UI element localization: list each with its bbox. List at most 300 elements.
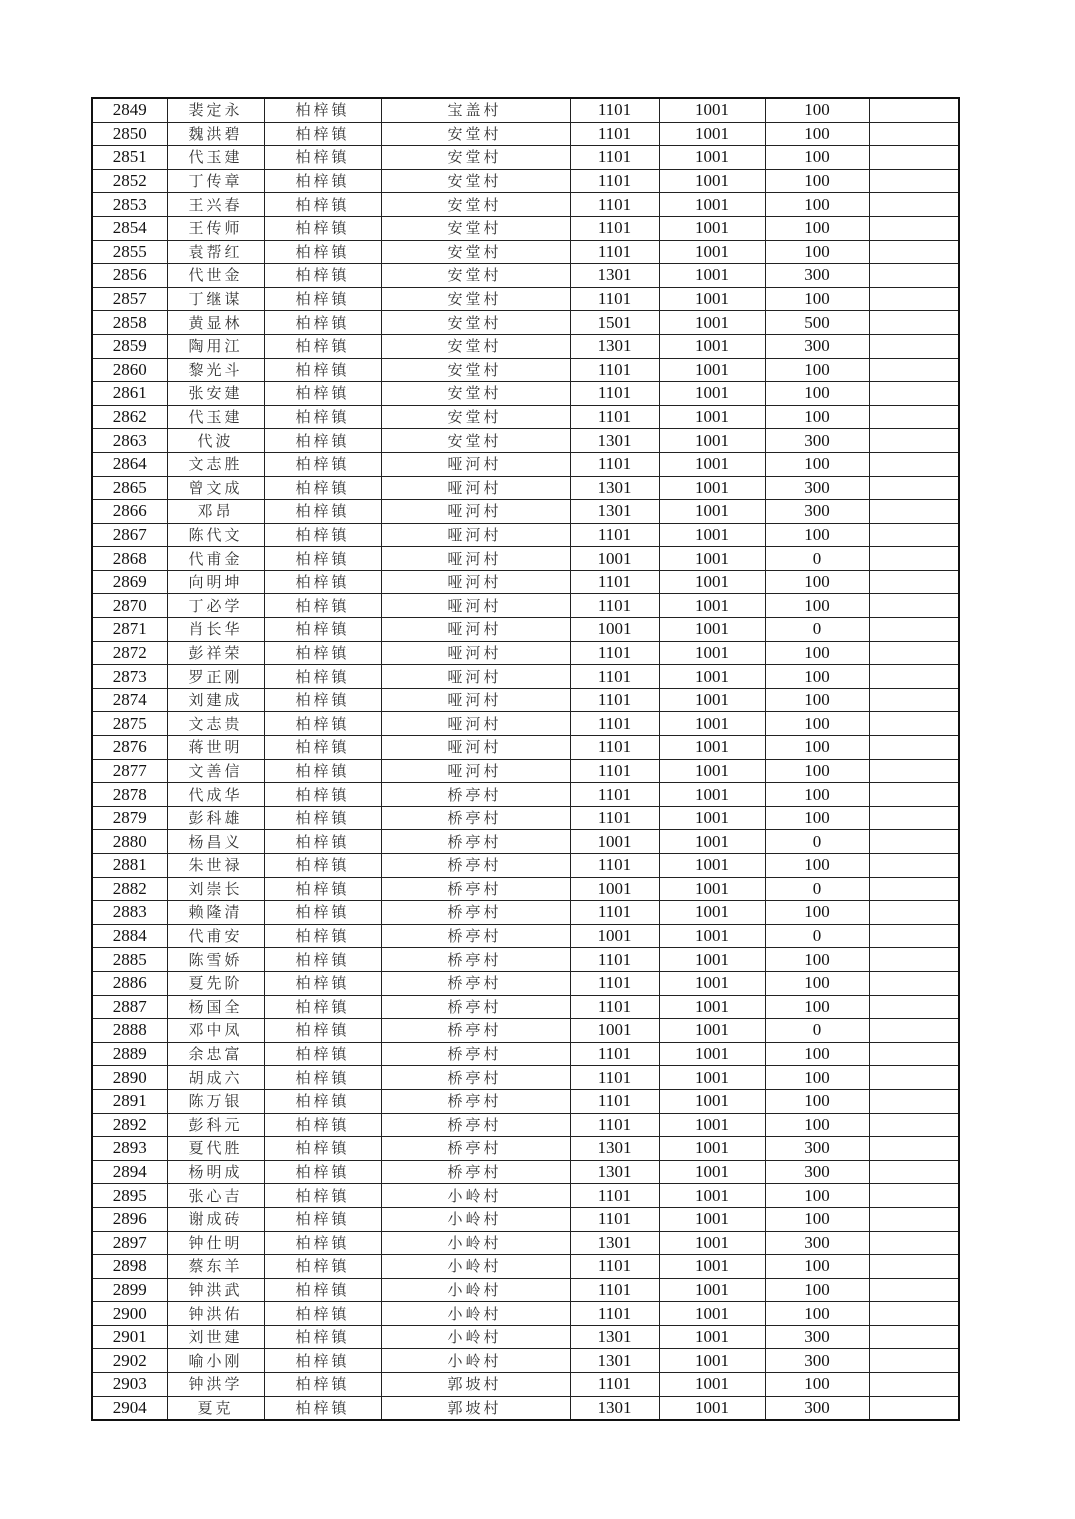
code-a-cell: 1001 xyxy=(570,830,659,854)
code-a-cell: 1301 xyxy=(570,429,659,453)
amount-cell: 100 xyxy=(765,1066,869,1090)
table-row xyxy=(92,358,959,382)
row-number-cell: 2885 xyxy=(92,948,167,972)
village-cell: 桥亭村 xyxy=(381,995,570,1019)
amount-cell: 100 xyxy=(765,665,869,689)
town-cell: 柏梓镇 xyxy=(264,1396,381,1420)
town-cell: 柏梓镇 xyxy=(264,547,381,571)
table-row xyxy=(92,382,959,406)
code-b-cell: 1001 xyxy=(659,1349,765,1373)
table-row xyxy=(92,523,959,547)
village-cell: 宝盖村 xyxy=(381,98,570,122)
row-number-cell: 2891 xyxy=(92,1089,167,1113)
table-body xyxy=(92,98,959,1420)
town-cell: 柏梓镇 xyxy=(264,830,381,854)
amount-cell: 100 xyxy=(765,1113,869,1137)
amount-cell: 100 xyxy=(765,712,869,736)
table-row xyxy=(92,665,959,689)
table-row xyxy=(92,429,959,453)
remark-cell xyxy=(869,971,959,995)
town-cell: 柏梓镇 xyxy=(264,1089,381,1113)
town-cell: 柏梓镇 xyxy=(264,216,381,240)
amount-cell: 300 xyxy=(765,264,869,288)
amount-cell: 100 xyxy=(765,736,869,760)
row-number-cell: 2893 xyxy=(92,1137,167,1161)
name-cell: 蔡东羊 xyxy=(167,1255,264,1279)
remark-cell xyxy=(869,122,959,146)
village-cell: 郭坡村 xyxy=(381,1396,570,1420)
amount-cell: 0 xyxy=(765,547,869,571)
remark-cell xyxy=(869,830,959,854)
amount-cell: 100 xyxy=(765,1302,869,1326)
table-row xyxy=(92,1325,959,1349)
village-cell: 哑河村 xyxy=(381,618,570,642)
name-cell: 邓昂 xyxy=(167,500,264,524)
remark-cell xyxy=(869,169,959,193)
code-b-cell: 1001 xyxy=(659,1207,765,1231)
code-b-cell: 1001 xyxy=(659,216,765,240)
code-b-cell: 1001 xyxy=(659,98,765,122)
village-cell: 哑河村 xyxy=(381,688,570,712)
code-a-cell: 1101 xyxy=(570,193,659,217)
code-b-cell: 1001 xyxy=(659,1184,765,1208)
village-cell: 哑河村 xyxy=(381,570,570,594)
code-a-cell: 1101 xyxy=(570,382,659,406)
amount-cell: 100 xyxy=(765,169,869,193)
town-cell: 柏梓镇 xyxy=(264,1137,381,1161)
name-cell: 代波 xyxy=(167,429,264,453)
town-cell: 柏梓镇 xyxy=(264,641,381,665)
village-cell: 哑河村 xyxy=(381,665,570,689)
town-cell: 柏梓镇 xyxy=(264,1207,381,1231)
table-row xyxy=(92,452,959,476)
town-cell: 柏梓镇 xyxy=(264,146,381,170)
name-cell: 陶用江 xyxy=(167,334,264,358)
row-number-cell: 2868 xyxy=(92,547,167,571)
table-row xyxy=(92,901,959,925)
village-cell: 桥亭村 xyxy=(381,1089,570,1113)
row-number-cell: 2872 xyxy=(92,641,167,665)
remark-cell xyxy=(869,193,959,217)
amount-cell: 100 xyxy=(765,971,869,995)
code-a-cell: 1101 xyxy=(570,995,659,1019)
amount-cell: 100 xyxy=(765,240,869,264)
row-number-cell: 2854 xyxy=(92,216,167,240)
code-a-cell: 1101 xyxy=(570,712,659,736)
amount-cell: 100 xyxy=(765,759,869,783)
town-cell: 柏梓镇 xyxy=(264,1255,381,1279)
row-number-cell: 2883 xyxy=(92,901,167,925)
code-b-cell: 1001 xyxy=(659,452,765,476)
table-row xyxy=(92,783,959,807)
row-number-cell: 2861 xyxy=(92,382,167,406)
amount-cell: 100 xyxy=(765,358,869,382)
town-cell: 柏梓镇 xyxy=(264,1042,381,1066)
row-number-cell: 2857 xyxy=(92,287,167,311)
remark-cell xyxy=(869,594,959,618)
code-b-cell: 1001 xyxy=(659,854,765,878)
name-cell: 张安建 xyxy=(167,382,264,406)
village-cell: 哑河村 xyxy=(381,476,570,500)
town-cell: 柏梓镇 xyxy=(264,452,381,476)
code-a-cell: 1301 xyxy=(570,1231,659,1255)
remark-cell xyxy=(869,1207,959,1231)
village-cell: 郭坡村 xyxy=(381,1373,570,1397)
code-b-cell: 1001 xyxy=(659,1255,765,1279)
name-cell: 蒋世明 xyxy=(167,736,264,760)
remark-cell xyxy=(869,806,959,830)
name-cell: 夏克 xyxy=(167,1396,264,1420)
code-a-cell: 1101 xyxy=(570,523,659,547)
code-a-cell: 1101 xyxy=(570,98,659,122)
remark-cell xyxy=(869,1184,959,1208)
remark-cell xyxy=(869,98,959,122)
code-a-cell: 1101 xyxy=(570,1113,659,1137)
remark-cell xyxy=(869,901,959,925)
table-row xyxy=(92,476,959,500)
village-cell: 小岭村 xyxy=(381,1325,570,1349)
name-cell: 文志胜 xyxy=(167,452,264,476)
town-cell: 柏梓镇 xyxy=(264,665,381,689)
code-b-cell: 1001 xyxy=(659,146,765,170)
town-cell: 柏梓镇 xyxy=(264,240,381,264)
name-cell: 彭科元 xyxy=(167,1113,264,1137)
name-cell: 王传师 xyxy=(167,216,264,240)
village-cell: 哑河村 xyxy=(381,547,570,571)
code-b-cell: 1001 xyxy=(659,783,765,807)
table-row xyxy=(92,1349,959,1373)
village-cell: 安堂村 xyxy=(381,358,570,382)
amount-cell: 100 xyxy=(765,523,869,547)
code-b-cell: 1001 xyxy=(659,1373,765,1397)
amount-cell: 100 xyxy=(765,1278,869,1302)
village-cell: 桥亭村 xyxy=(381,971,570,995)
village-cell: 桥亭村 xyxy=(381,1160,570,1184)
village-cell: 安堂村 xyxy=(381,429,570,453)
row-number-cell: 2886 xyxy=(92,971,167,995)
amount-cell: 100 xyxy=(765,1089,869,1113)
village-cell: 哑河村 xyxy=(381,594,570,618)
amount-cell: 300 xyxy=(765,1160,869,1184)
code-a-cell: 1101 xyxy=(570,854,659,878)
name-cell: 杨昌义 xyxy=(167,830,264,854)
town-cell: 柏梓镇 xyxy=(264,688,381,712)
name-cell: 张心吉 xyxy=(167,1184,264,1208)
code-b-cell: 1001 xyxy=(659,1066,765,1090)
village-cell: 桥亭村 xyxy=(381,854,570,878)
village-cell: 安堂村 xyxy=(381,382,570,406)
village-cell: 小岭村 xyxy=(381,1255,570,1279)
table-row xyxy=(92,146,959,170)
village-cell: 桥亭村 xyxy=(381,1066,570,1090)
row-number-cell: 2881 xyxy=(92,854,167,878)
amount-cell: 100 xyxy=(765,594,869,618)
town-cell: 柏梓镇 xyxy=(264,1302,381,1326)
row-number-cell: 2850 xyxy=(92,122,167,146)
row-number-cell: 2896 xyxy=(92,1207,167,1231)
town-cell: 柏梓镇 xyxy=(264,948,381,972)
code-a-cell: 1101 xyxy=(570,806,659,830)
remark-cell xyxy=(869,736,959,760)
village-cell: 安堂村 xyxy=(381,334,570,358)
code-b-cell: 1001 xyxy=(659,500,765,524)
name-cell: 喻小刚 xyxy=(167,1349,264,1373)
table-row xyxy=(92,759,959,783)
remark-cell xyxy=(869,264,959,288)
amount-cell: 100 xyxy=(765,948,869,972)
row-number-cell: 2880 xyxy=(92,830,167,854)
code-b-cell: 1001 xyxy=(659,995,765,1019)
code-b-cell: 1001 xyxy=(659,169,765,193)
village-cell: 桥亭村 xyxy=(381,948,570,972)
row-number-cell: 2903 xyxy=(92,1373,167,1397)
amount-cell: 0 xyxy=(765,1019,869,1043)
table-row xyxy=(92,971,959,995)
row-number-cell: 2897 xyxy=(92,1231,167,1255)
amount-cell: 100 xyxy=(765,901,869,925)
row-number-cell: 2873 xyxy=(92,665,167,689)
remark-cell xyxy=(869,240,959,264)
table-row xyxy=(92,405,959,429)
code-b-cell: 1001 xyxy=(659,1019,765,1043)
row-number-cell: 2864 xyxy=(92,452,167,476)
code-a-cell: 1101 xyxy=(570,169,659,193)
code-b-cell: 1001 xyxy=(659,665,765,689)
code-b-cell: 1001 xyxy=(659,712,765,736)
amount-cell: 300 xyxy=(765,1396,869,1420)
village-cell: 安堂村 xyxy=(381,287,570,311)
code-b-cell: 1001 xyxy=(659,877,765,901)
code-b-cell: 1001 xyxy=(659,1278,765,1302)
remark-cell xyxy=(869,1066,959,1090)
table-row xyxy=(92,1231,959,1255)
town-cell: 柏梓镇 xyxy=(264,1184,381,1208)
amount-cell: 100 xyxy=(765,1207,869,1231)
town-cell: 柏梓镇 xyxy=(264,1113,381,1137)
village-cell: 桥亭村 xyxy=(381,901,570,925)
code-b-cell: 1001 xyxy=(659,1302,765,1326)
town-cell: 柏梓镇 xyxy=(264,1278,381,1302)
code-b-cell: 1001 xyxy=(659,1396,765,1420)
remark-cell xyxy=(869,924,959,948)
remark-cell xyxy=(869,854,959,878)
village-cell: 安堂村 xyxy=(381,169,570,193)
name-cell: 杨明成 xyxy=(167,1160,264,1184)
amount-cell: 300 xyxy=(765,1231,869,1255)
remark-cell xyxy=(869,358,959,382)
remark-cell xyxy=(869,452,959,476)
code-a-cell: 1501 xyxy=(570,311,659,335)
village-cell: 安堂村 xyxy=(381,264,570,288)
code-b-cell: 1001 xyxy=(659,688,765,712)
code-a-cell: 1101 xyxy=(570,1089,659,1113)
table-row xyxy=(92,122,959,146)
code-b-cell: 1001 xyxy=(659,1231,765,1255)
town-cell: 柏梓镇 xyxy=(264,712,381,736)
row-number-cell: 2876 xyxy=(92,736,167,760)
town-cell: 柏梓镇 xyxy=(264,98,381,122)
remark-cell xyxy=(869,1325,959,1349)
code-a-cell: 1101 xyxy=(570,594,659,618)
code-b-cell: 1001 xyxy=(659,1089,765,1113)
table-row xyxy=(92,169,959,193)
code-a-cell: 1101 xyxy=(570,688,659,712)
row-number-cell: 2898 xyxy=(92,1255,167,1279)
table-row xyxy=(92,334,959,358)
table-row xyxy=(92,1373,959,1397)
code-a-cell: 1101 xyxy=(570,240,659,264)
amount-cell: 300 xyxy=(765,1349,869,1373)
remark-cell xyxy=(869,547,959,571)
town-cell: 柏梓镇 xyxy=(264,122,381,146)
table-row xyxy=(92,500,959,524)
remark-cell xyxy=(869,500,959,524)
name-cell: 彭科雄 xyxy=(167,806,264,830)
remark-cell xyxy=(869,618,959,642)
town-cell: 柏梓镇 xyxy=(264,594,381,618)
code-a-cell: 1001 xyxy=(570,924,659,948)
name-cell: 丁必学 xyxy=(167,594,264,618)
code-a-cell: 1101 xyxy=(570,216,659,240)
remark-cell xyxy=(869,1137,959,1161)
code-b-cell: 1001 xyxy=(659,618,765,642)
code-b-cell: 1001 xyxy=(659,570,765,594)
row-number-cell: 2863 xyxy=(92,429,167,453)
name-cell: 赖隆清 xyxy=(167,901,264,925)
town-cell: 柏梓镇 xyxy=(264,806,381,830)
table-row xyxy=(92,1137,959,1161)
town-cell: 柏梓镇 xyxy=(264,854,381,878)
village-cell: 哑河村 xyxy=(381,523,570,547)
row-number-cell: 2882 xyxy=(92,877,167,901)
village-cell: 小岭村 xyxy=(381,1349,570,1373)
remark-cell xyxy=(869,688,959,712)
amount-cell: 100 xyxy=(765,1042,869,1066)
town-cell: 柏梓镇 xyxy=(264,877,381,901)
row-number-cell: 2870 xyxy=(92,594,167,618)
table-row xyxy=(92,1255,959,1279)
code-a-cell: 1101 xyxy=(570,405,659,429)
remark-cell xyxy=(869,948,959,972)
amount-cell: 300 xyxy=(765,1137,869,1161)
name-cell: 代成华 xyxy=(167,783,264,807)
village-cell: 桥亭村 xyxy=(381,1113,570,1137)
name-cell: 彭祥荣 xyxy=(167,641,264,665)
amount-cell: 100 xyxy=(765,382,869,406)
table-row xyxy=(92,193,959,217)
town-cell: 柏梓镇 xyxy=(264,783,381,807)
row-number-cell: 2900 xyxy=(92,1302,167,1326)
code-a-cell: 1101 xyxy=(570,665,659,689)
code-b-cell: 1001 xyxy=(659,594,765,618)
name-cell: 刘世建 xyxy=(167,1325,264,1349)
town-cell: 柏梓镇 xyxy=(264,971,381,995)
amount-cell: 100 xyxy=(765,995,869,1019)
village-cell: 安堂村 xyxy=(381,311,570,335)
table-row xyxy=(92,1278,959,1302)
town-cell: 柏梓镇 xyxy=(264,476,381,500)
name-cell: 钟洪武 xyxy=(167,1278,264,1302)
row-number-cell: 2877 xyxy=(92,759,167,783)
town-cell: 柏梓镇 xyxy=(264,169,381,193)
row-number-cell: 2871 xyxy=(92,618,167,642)
village-cell: 小岭村 xyxy=(381,1278,570,1302)
code-b-cell: 1001 xyxy=(659,382,765,406)
table-row xyxy=(92,264,959,288)
table-row xyxy=(92,98,959,122)
code-a-cell: 1301 xyxy=(570,1160,659,1184)
code-b-cell: 1001 xyxy=(659,264,765,288)
code-a-cell: 1101 xyxy=(570,1278,659,1302)
town-cell: 柏梓镇 xyxy=(264,334,381,358)
village-cell: 桥亭村 xyxy=(381,830,570,854)
village-cell: 小岭村 xyxy=(381,1207,570,1231)
name-cell: 杨国全 xyxy=(167,995,264,1019)
name-cell: 邓中凤 xyxy=(167,1019,264,1043)
town-cell: 柏梓镇 xyxy=(264,736,381,760)
code-a-cell: 1101 xyxy=(570,452,659,476)
code-b-cell: 1001 xyxy=(659,1113,765,1137)
amount-cell: 0 xyxy=(765,924,869,948)
town-cell: 柏梓镇 xyxy=(264,500,381,524)
code-b-cell: 1001 xyxy=(659,122,765,146)
amount-cell: 300 xyxy=(765,500,869,524)
town-cell: 柏梓镇 xyxy=(264,901,381,925)
row-number-cell: 2856 xyxy=(92,264,167,288)
remark-cell xyxy=(869,1231,959,1255)
name-cell: 丁继谋 xyxy=(167,287,264,311)
table-row xyxy=(92,287,959,311)
code-b-cell: 1001 xyxy=(659,759,765,783)
table-row xyxy=(92,1113,959,1137)
code-b-cell: 1001 xyxy=(659,1325,765,1349)
remark-cell xyxy=(869,216,959,240)
name-cell: 陈万银 xyxy=(167,1089,264,1113)
amount-cell: 0 xyxy=(765,830,869,854)
name-cell: 刘建成 xyxy=(167,688,264,712)
code-b-cell: 1001 xyxy=(659,476,765,500)
town-cell: 柏梓镇 xyxy=(264,405,381,429)
name-cell: 谢成砖 xyxy=(167,1207,264,1231)
row-number-cell: 2860 xyxy=(92,358,167,382)
row-number-cell: 2899 xyxy=(92,1278,167,1302)
town-cell: 柏梓镇 xyxy=(264,264,381,288)
remark-cell xyxy=(869,1373,959,1397)
remark-cell xyxy=(869,1019,959,1043)
row-number-cell: 2887 xyxy=(92,995,167,1019)
row-number-cell: 2875 xyxy=(92,712,167,736)
remark-cell xyxy=(869,665,959,689)
amount-cell: 100 xyxy=(765,122,869,146)
town-cell: 柏梓镇 xyxy=(264,570,381,594)
row-number-cell: 2852 xyxy=(92,169,167,193)
table-row xyxy=(92,641,959,665)
name-cell: 代玉建 xyxy=(167,405,264,429)
village-cell: 哑河村 xyxy=(381,736,570,760)
table-row xyxy=(92,618,959,642)
code-a-cell: 1301 xyxy=(570,334,659,358)
row-number-cell: 2853 xyxy=(92,193,167,217)
code-b-cell: 1001 xyxy=(659,971,765,995)
code-a-cell: 1101 xyxy=(570,1373,659,1397)
row-number-cell: 2867 xyxy=(92,523,167,547)
town-cell: 柏梓镇 xyxy=(264,382,381,406)
code-a-cell: 1301 xyxy=(570,500,659,524)
town-cell: 柏梓镇 xyxy=(264,1325,381,1349)
town-cell: 柏梓镇 xyxy=(264,429,381,453)
row-number-cell: 2858 xyxy=(92,311,167,335)
table-row xyxy=(92,736,959,760)
